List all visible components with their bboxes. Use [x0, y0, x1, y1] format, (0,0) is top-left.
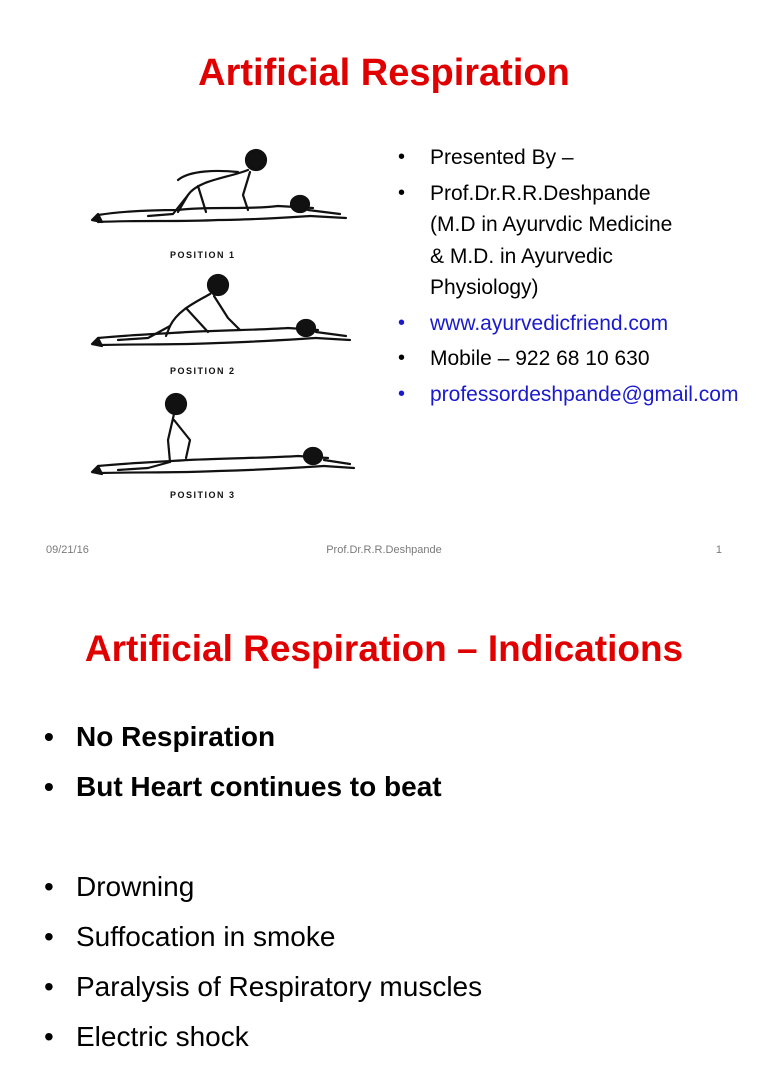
list-item — [398, 308, 768, 340]
credentials-line-3: Physiology) — [430, 276, 539, 299]
list-item — [44, 918, 744, 968]
indications-list — [44, 718, 744, 1068]
bullet-icon: • — [398, 181, 406, 204]
slide-1-title: Artificial Respiration — [198, 52, 570, 94]
position-2-drawing — [92, 275, 350, 346]
mobile-number: Mobile – 922 68 10 630 — [430, 347, 650, 370]
indication-text: But Heart continues to beat — [76, 771, 442, 802]
indication-text: Drowning — [76, 871, 195, 902]
list-item — [44, 718, 744, 768]
list-item — [398, 379, 768, 411]
slide-2-title: Artificial Respiration – Indications — [84, 628, 684, 669]
footer-author: Prof.Dr.R.R.Deshpande — [326, 544, 442, 556]
bullet-icon: • — [44, 921, 54, 952]
bullet-icon: • — [398, 382, 406, 405]
indication-text: Electric shock — [76, 1021, 249, 1052]
bullet-icon: • — [398, 311, 406, 334]
figure-label-2: POSITION 2 — [170, 366, 236, 376]
bullet-icon: • — [44, 871, 54, 902]
list-item — [44, 768, 744, 818]
bullet-icon: • — [44, 771, 54, 802]
credentials-line-1: (M.D in Ayurvdic Medicine — [430, 213, 673, 236]
list-item — [398, 343, 768, 375]
list-item — [398, 142, 768, 174]
list-item — [398, 178, 768, 304]
indication-text: Suffocation in smoke — [76, 921, 336, 952]
credentials-line-2: & M.D. in Ayurvedic — [430, 244, 613, 268]
figure-label-1: POSITION 1 — [170, 250, 236, 260]
bullet-icon: • — [44, 971, 54, 1002]
author-name: Prof.Dr.R.R.Deshpande — [430, 181, 651, 205]
presenter-info-list — [398, 142, 768, 414]
list-item — [44, 968, 744, 1018]
artificial-respiration-positions-illustration — [78, 140, 368, 520]
bullet-icon: • — [398, 347, 406, 369]
email-link[interactable]: professordeshpande@gmail.com — [430, 382, 739, 406]
list-item — [44, 868, 744, 918]
indication-text: Paralysis of Respiratory muscles — [76, 971, 483, 1002]
figure-label-3: POSITION 3 — [170, 490, 236, 500]
bullet-icon: • — [398, 146, 406, 168]
indication-text: No Respiration — [76, 721, 276, 752]
footer-page-number: 1 — [715, 544, 722, 556]
website-link[interactable]: www.ayurvedicfriend.com — [430, 311, 669, 335]
bullet-icon: • — [44, 1021, 54, 1052]
presented-by-label: Presented By – — [430, 146, 574, 169]
list-item — [44, 1018, 744, 1068]
footer-date: 09/21/16 — [46, 544, 89, 556]
bullet-icon: • — [44, 721, 54, 752]
position-3-drawing — [92, 394, 354, 474]
position-1-drawing — [92, 150, 346, 222]
